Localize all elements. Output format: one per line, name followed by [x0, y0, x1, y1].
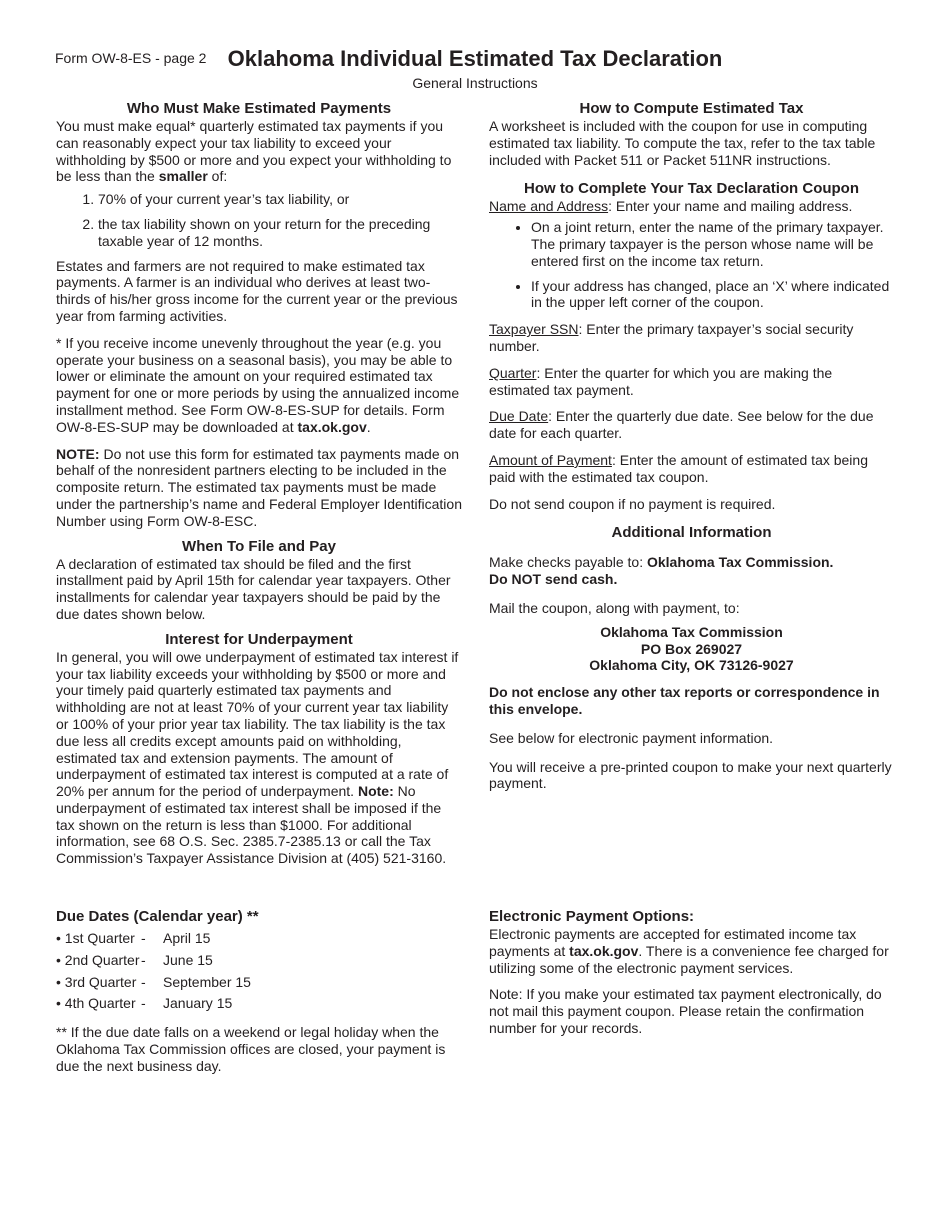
compute-heading: How to Compute Estimated Tax: [579, 100, 804, 117]
epay-heading: Electronic Payment Options:: [489, 908, 695, 925]
preprinted-paragraph: You will receive a pre-printed coupon to make your next quarterly payment.: [489, 758, 892, 792]
footnote-paragraph: * If you receive income unevenly throughout the year (e.g. you operate your business on a seasonal basis), you may be able to lower or eliminate the amount on your required estimated tax payment for one or more periods by using the annualized income installment method. See Form OW-8-ES-SUP for details. Form OW-8-ES-SUP may be downloaded at tax.ok.gov.: [56, 334, 460, 435]
see-below-paragraph: See below for electronic payment information.: [489, 729, 774, 746]
interest-paragraph: In general, you will owe underpayment of estimated tax interest if your tax liability exceeds your withholding by $500 or more and your timely paid quarterly estimated tax payments and withholding are not at least 70% of your current year tax liability or 100% of your prior year tax liability. The tax liability is the tax due less all credits except amounts paid on withholding, estimated tax and extension payments. The amount of underpayment of estimated tax interest is computed at a rate of 20% per annum for the period of underpayment. Note: No underpayment of estimated tax interest shall be imposed if the tax shown on the return is less than $1000. For additional information, see 68 O.S. Sec. 2385.7-2385.13 or call the Tax Commission’s Taxpayer Assistance Division at (405) 521-3160.: [56, 648, 459, 867]
complete-bullets: [489, 219, 894, 311]
list-item: 1. 70% of your current year’s tax liability, or: [98, 191, 462, 208]
epay-paragraph: Electronic payments are accepted for estimated income tax payments at tax.ok.gov. There is a convenience fee charged for utilizing some of the electronic payment services.: [489, 926, 889, 976]
website-link[interactable]: tax.ok.gov: [569, 942, 639, 959]
when-to-file-heading: When To File and Pay: [182, 537, 336, 555]
quarter-paragraph: Quarter: Enter the quarter for which you are making the estimated tax payment.: [489, 364, 833, 398]
note-paragraph: NOTE: Do not use this form for estimated tax payments made on behalf of the nonresident partners electing to be included in the composite return. The estimated tax payments must be made under the partnership’s name and Federal Employer Identification Number using Form OW-8-ESC.: [56, 445, 462, 529]
form-id: Form OW-8-ES - page 2: [55, 50, 207, 66]
no-enclose-paragraph: Do not enclose any other tax reports or correspondence in this envelope.: [489, 684, 880, 717]
due-date-row: • 1st Quarter - April 15: [56, 930, 211, 947]
estates-paragraph: Estates and farmers are not required to make estimated tax payments. A farmer is an individual who derives at least two-thirds of his/her gross income for the current year or the previous year from farming activities.: [56, 257, 458, 324]
due-date-row: • 4th Quarter - January 15: [56, 995, 233, 1012]
left-column: [56, 100, 462, 877]
interest-heading: Interest for Underpayment: [165, 630, 353, 648]
ssn-paragraph: Taxpayer SSN: Enter the primary taxpayer’s social security number.: [489, 321, 854, 354]
list-item: • On a joint return, enter the name of the primary taxpayer. The primary taxpayer is the person whose name will be entered first on the income tax return.: [531, 219, 894, 269]
when-to-file-paragraph: A declaration of estimated tax should be filed and the first installment paid by April 15th for calendar year taxpayers. Other installments for calendar year taxpayers should be paid by the due dates shown below.: [56, 555, 451, 622]
due-date-paragraph: Due Date: Enter the quarterly due date. See below for the due date for each quarter.: [489, 408, 874, 442]
page-title: Oklahoma Individual Estimated Tax Declaration: [227, 46, 723, 71]
website-link[interactable]: tax.ok.gov: [297, 418, 367, 435]
who-must-intro: You must make equal* quarterly estimated tax payments if you can reasonably expect your tax liability to exceed your withholding by $500 or more and you expect your withholding to be less than the smaller of:: [56, 118, 452, 185]
due-dates-section: [56, 908, 456, 1085]
who-must-heading: Who Must Make Estimated Payments: [126, 100, 392, 117]
epay-note: Note: If you make your estimated tax payment electronically, do not mail this payment coupon. Please retain the confirmation number for your records.: [489, 986, 882, 1036]
additional-heading: Additional Information: [611, 524, 772, 542]
mail-paragraph: Mail the coupon, along with payment, to:: [489, 599, 740, 616]
no-payment-paragraph: Do not send coupon if no payment is required.: [489, 495, 776, 512]
due-dates-heading: Due Dates (Calendar year) **: [56, 908, 259, 925]
due-date-row: • 3rd Quarter - September 15: [56, 973, 251, 990]
complete-heading: How to Complete Your Tax Declaration Coupon: [523, 180, 860, 198]
who-must-list: [56, 191, 462, 249]
electronic-payment-section: [489, 908, 894, 1047]
checks-paragraph: Make checks payable to: Oklahoma Tax Commission. Do NOT send cash.: [489, 554, 834, 588]
name-address-paragraph: Name and Address: Enter your name and mailing address.: [489, 198, 853, 215]
page-subtitle: General Instructions: [412, 75, 538, 91]
compute-paragraph: A worksheet is included with the coupon for use in computing estimated tax liability. To compute the tax, refer to the tax table included with Packet 511 or Packet 511NR instructions.: [489, 118, 876, 168]
amount-paragraph: Amount of Payment: Enter the amount of estimated tax being paid with the estimated tax coupon.: [489, 451, 868, 485]
list-item: 2. the tax liability shown on your return for the preceding taxable year of 12 months.: [98, 216, 462, 250]
due-dates-footnote: ** If the due date falls on a weekend or legal holiday when the Oklahoma Tax Commission offices are closed, your payment is due the next business day.: [56, 1024, 446, 1074]
mailing-address: Oklahoma Tax Commission PO Box 269027 Oklahoma City, OK 73126-9027: [589, 623, 794, 674]
right-column: [489, 100, 894, 802]
due-date-row: • 2nd Quarter - June 15: [56, 951, 213, 968]
list-item: • If your address has changed, place an ‘X’ where indicated in the upper left corner of the coupon.: [531, 278, 894, 312]
